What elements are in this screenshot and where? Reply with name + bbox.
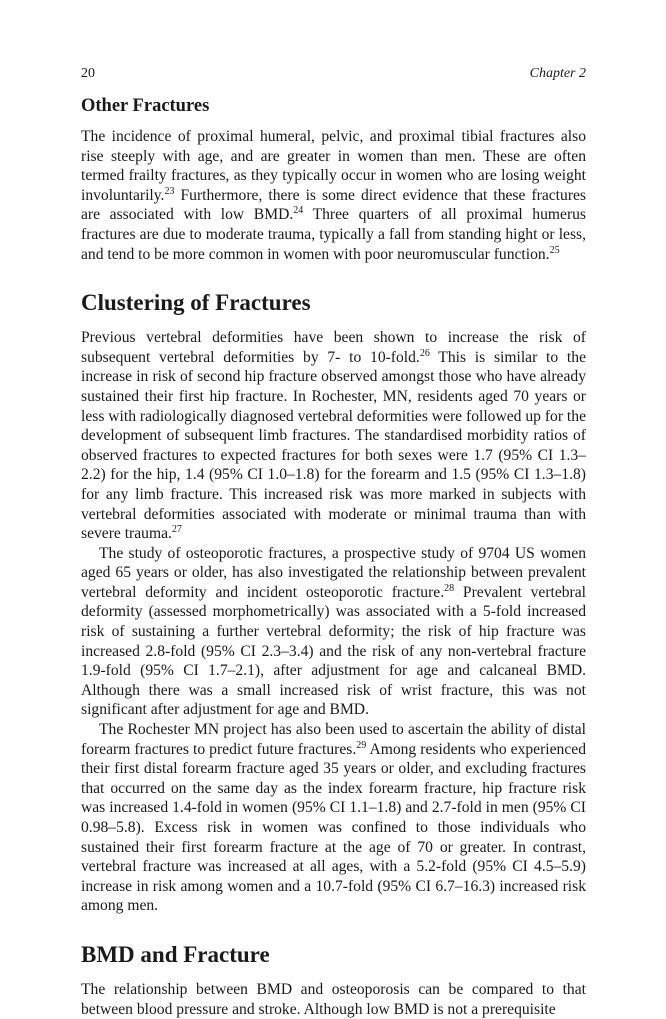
chapter-label: Chapter 2 [529,66,586,81]
reference-superscript: 23 [164,185,175,197]
text-segment: The incidence of proximal humeral, pelvic, and proximal tibial fractures also rise steeply with age, and are greater in women than men. These are often termed frailty fractures, as they typically occur in women who are losing weight involuntarily. [81,128,586,204]
text-segment: Furthermore, there is some direct evidence that these fractures are associated with low BMD. [81,186,586,224]
book-page [81,64,586,1019]
section-title-other-fractures: Other Fractures [81,96,210,116]
reference-superscript: 25 [549,244,560,256]
reference-superscript: 28 [444,582,455,594]
text-segment: Previous vertebral deformities have been shown to increase the risk of subsequent vertebral deformities by 7- to 10-fold. [81,329,586,366]
paragraph-other-fractures [81,127,586,264]
text-segment: Three quarters of all proximal humerus fractures are due to moderate trauma, typically a fall from standing hight or less, and tend to be more common in women with poor neuromuscular function. [81,206,586,263]
running-head [81,64,586,84]
paragraph-clustering-1 [81,328,586,544]
section-title-clustering: Clustering of Fractures [81,290,311,316]
paragraph-clustering-3 [81,720,586,916]
section-title-bmd: BMD and Fracture [81,941,270,967]
paragraph-clustering-2 [81,544,586,720]
reference-superscript: 26 [419,347,430,359]
reference-superscript: 27 [171,524,182,536]
text-segment: Among residents who experienced their first distal forearm fracture aged 35 years or older, and excluding fractures that occurred on the same day as the index forearm fracture, hip fracture risk was increased 1.4-fold in women (95% CI 1.1–1.8) and 2.7-fold in men (95% CI 0.98–5.8). Excess risk in women was confined to those individuals who sustained their first forearm fracture at the age of 70 or greater. In contrast, vertebral fracture was increased at all ages, with a 5.2-fold (95% CI 4.5–5.9) increase in risk among women and a 10.7-fold (95% CI 6.7–16.3) increased risk among men. [81,740,586,915]
section-spacer [81,264,586,288]
text-segment: The study of osteoporotic fractures, a prospective study of 9704 US women aged 65 years or older, has also investigated the relationship between prevalent vertebral deformity and incident osteoporotic fracture. [81,544,586,601]
page-number: 20 [81,66,95,81]
section-spacer [81,916,586,940]
text-segment: Prevalent vertebral deformity (assessed morphometrically) was associated with a 5-fold increased risk of sustaining a further vertebral deformity; the risk of hip fracture was increased 2.8-fold (95% CI 2.3–3.4) and the risk of any non-vertebral fracture 1.9-fold (95% CI 1.7–2.1), after adjustment for age and calcaneal BMD. Although there was a small increased risk of wrist fracture, this was not significant after adjustment for age and BMD. [81,583,587,719]
reference-superscript: 29 [356,739,367,751]
text-segment: The Rochester MN project has also been used to ascertain the ability of distal forearm fractures to predict future fractures. [81,721,586,758]
reference-superscript: 24 [293,205,304,217]
paragraph-bmd-1: The relationship between BMD and osteoporosis can be compared to that between blood pressure and stroke. Although low BMD is not a prerequisite [81,980,586,1018]
text-segment: This is similar to the increase in risk of second hip fracture observed amongst those who have already sustained their first hip fracture. In Rochester, MN, residents aged 70 years or less with radiologically diagnosed vertebral deformities were followed up for the development of subsequent limb fractures. The standardised morbidity ratios of observed fractures to expected fractures for both sexes were 1.7 (95% CI 1.3–2.2) for the hip, 1.4 (95% CI 1.0–1.8) for the forearm and 1.5 (95% CI 1.3–1.8) for any limb fracture. This increased risk was more marked in subjects with vertebral deformities associated with moderate or minimal trauma than with severe trauma. [81,348,586,543]
